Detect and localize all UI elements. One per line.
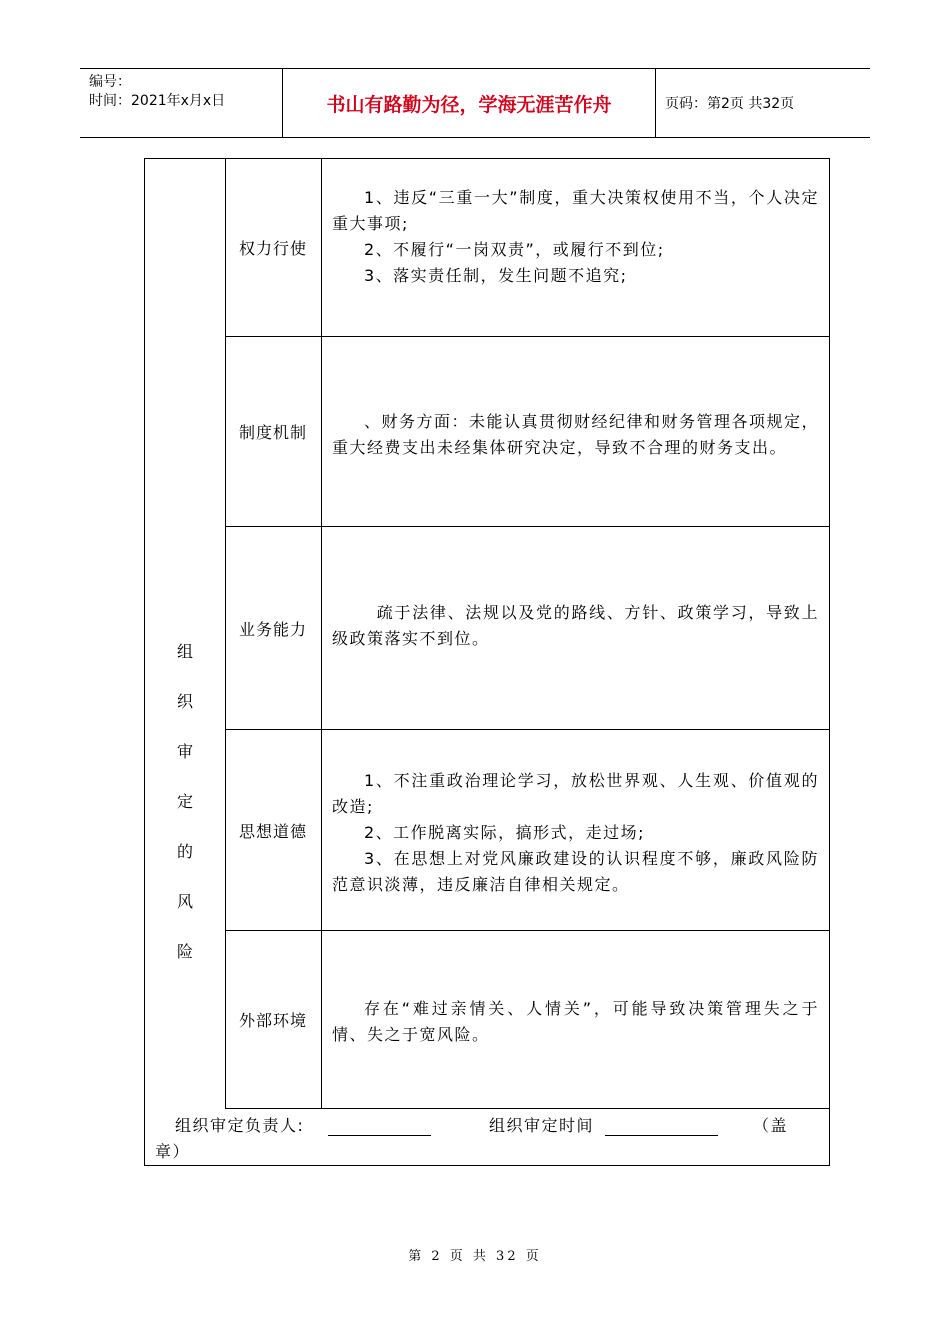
seal-note-close: 章） (155, 1142, 191, 1161)
table-row (225, 931, 829, 1109)
row-label: 外部环境 (225, 931, 322, 1108)
header-date: 时间：2021年x月x日 (89, 93, 226, 109)
table-row (225, 527, 829, 730)
header-number: 编号： (89, 74, 131, 90)
header-motto: 书山有路勤为径，学海无涯苦作舟 (283, 69, 656, 137)
responsible-label: 组织审定负责人: (175, 1116, 305, 1135)
responsible-blank[interactable] (328, 1135, 431, 1136)
header-page-info: 页码：第2页 共32页 (665, 96, 795, 112)
table-row (225, 159, 829, 337)
review-time-label: 组织审定时间 (489, 1116, 595, 1135)
row-label: 业务能力 (225, 527, 322, 729)
risk-table (144, 158, 830, 1166)
category-column (145, 159, 226, 1108)
row-content: 存在“难过亲情关、人情关”，可能导致决策管理失之于情、失之于宽风险。 (332, 999, 819, 1044)
row-label: 权力行使 (225, 159, 322, 336)
header-meta (80, 69, 283, 137)
table-row (225, 337, 829, 527)
row-label: 思想道德 (225, 730, 322, 930)
page-header (80, 68, 870, 138)
page-number: 第 2 页 共 32 页 (408, 1249, 542, 1264)
row-content: 1、违反“三重一大”制度，重大决策权使用不当，个人决定重大事项; 2、不履行“一岗双责”，或履行不到位; 3、落实责任制，发生问题不追究; (332, 188, 819, 285)
signature-row (145, 1109, 829, 1165)
seal-note-open: （盖 (753, 1116, 789, 1135)
category-title: 组 织 审 定 的 风 险 (176, 642, 193, 961)
row-content: 1、不注重政治理论学习，放松世界观、人生观、价值观的改造; 2、工作脱离实际，搞形式，走过场; 3、在思想上对党风廉政建设的认识程度不够，廉政风险防范意识淡薄，违反廉洁自律相关规定。 (332, 771, 819, 894)
table-row (225, 730, 829, 931)
row-label: 制度机制 (225, 337, 322, 526)
review-time-blank[interactable] (605, 1135, 718, 1136)
row-content: 疏于法律、法规以及党的路线、方针、政策学习，导致上级政策落实不到位。 (332, 603, 819, 648)
row-content: 、财务方面：未能认真贯彻财经纪律和财务管理各项规定，重大经费支出未经集体研究决定，导致不合理的财务支出。 (332, 412, 820, 457)
